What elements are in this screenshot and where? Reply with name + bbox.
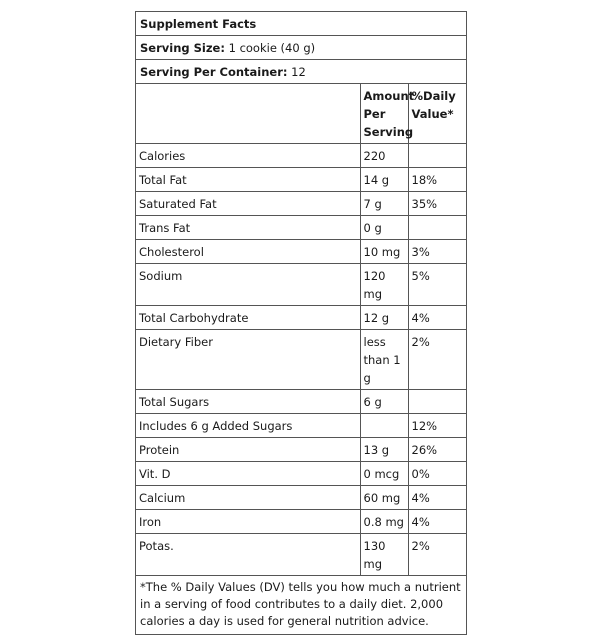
nutrient-dv: 26% (408, 438, 466, 462)
table-row (136, 330, 466, 390)
nutrient-name: Calcium (136, 486, 360, 510)
nutrient-dv (408, 390, 466, 414)
serving-size-label: Serving Size: (140, 41, 225, 55)
table-row (136, 216, 466, 240)
table-row (136, 168, 466, 192)
nutrient-name: Vit. D (136, 462, 360, 486)
table-row (136, 438, 466, 462)
amount-header: Amount Per Serving (360, 84, 408, 144)
table-row (136, 534, 466, 576)
nutrient-dv: 12% (408, 414, 466, 438)
table-row (136, 462, 466, 486)
nutrient-dv: 4% (408, 486, 466, 510)
servings-per-container-value: 12 (291, 65, 306, 79)
panel-title: Supplement Facts (136, 12, 466, 36)
nutrient-name: Calories (136, 144, 360, 168)
nutrient-amount: 0 g (360, 216, 408, 240)
table-row (136, 144, 466, 168)
nutrient-table (136, 84, 466, 575)
nutrient-amount: 13 g (360, 438, 408, 462)
nutrient-amount: 130 mg (360, 534, 408, 576)
nutrient-amount (360, 414, 408, 438)
nutrient-amount: 6 g (360, 390, 408, 414)
table-row (136, 486, 466, 510)
nutrient-name: Protein (136, 438, 360, 462)
nutrient-dv: 2% (408, 534, 466, 576)
table-row (136, 510, 466, 534)
nutrient-name: Sodium (136, 264, 360, 306)
daily-value-header: %Daily Value* (408, 84, 466, 144)
nutrient-name: Dietary Fiber (136, 330, 360, 390)
table-row (136, 414, 466, 438)
table-row (136, 390, 466, 414)
nutrient-header (136, 84, 360, 144)
table-row (136, 240, 466, 264)
nutrient-amount: 14 g (360, 168, 408, 192)
nutrient-amount: 0.8 mg (360, 510, 408, 534)
nutrient-dv: 5% (408, 264, 466, 306)
nutrient-amount: 60 mg (360, 486, 408, 510)
nutrient-name: Iron (136, 510, 360, 534)
table-header-row (136, 84, 466, 144)
nutrient-name: Trans Fat (136, 216, 360, 240)
daily-value-footnote: *The % Daily Values (DV) tells you how much a nutrient in a serving of food contributes to a daily diet. 2,000 calories a day is used for general nutrition advice. (136, 575, 466, 634)
nutrient-dv: 0% (408, 462, 466, 486)
table-row (136, 264, 466, 306)
nutrient-dv: 2% (408, 330, 466, 390)
nutrient-dv: 18% (408, 168, 466, 192)
nutrient-amount: 0 mcg (360, 462, 408, 486)
table-row (136, 306, 466, 330)
serving-size (136, 36, 466, 60)
table-row (136, 192, 466, 216)
servings-per-container-label: Serving Per Container: (140, 65, 288, 79)
nutrient-name: Total Carbohydrate (136, 306, 360, 330)
nutrient-amount: 7 g (360, 192, 408, 216)
nutrient-name: Total Fat (136, 168, 360, 192)
nutrient-dv (408, 216, 466, 240)
nutrient-amount: 220 (360, 144, 408, 168)
servings-per-container (136, 60, 466, 84)
nutrient-amount: 120 mg (360, 264, 408, 306)
nutrient-dv: 4% (408, 510, 466, 534)
nutrient-name: Potas. (136, 534, 360, 576)
nutrient-amount: less than 1 g (360, 330, 408, 390)
nutrient-dv (408, 144, 466, 168)
nutrient-dv: 4% (408, 306, 466, 330)
nutrient-name: Cholesterol (136, 240, 360, 264)
serving-size-value: 1 cookie (40 g) (228, 41, 316, 55)
nutrient-dv: 35% (408, 192, 466, 216)
nutrient-name: Saturated Fat (136, 192, 360, 216)
nutrient-amount: 12 g (360, 306, 408, 330)
nutrient-amount: 10 mg (360, 240, 408, 264)
nutrient-name: Includes 6 g Added Sugars (136, 414, 360, 438)
nutrient-dv: 3% (408, 240, 466, 264)
supplement-facts-panel (135, 11, 467, 635)
nutrient-name: Total Sugars (136, 390, 360, 414)
